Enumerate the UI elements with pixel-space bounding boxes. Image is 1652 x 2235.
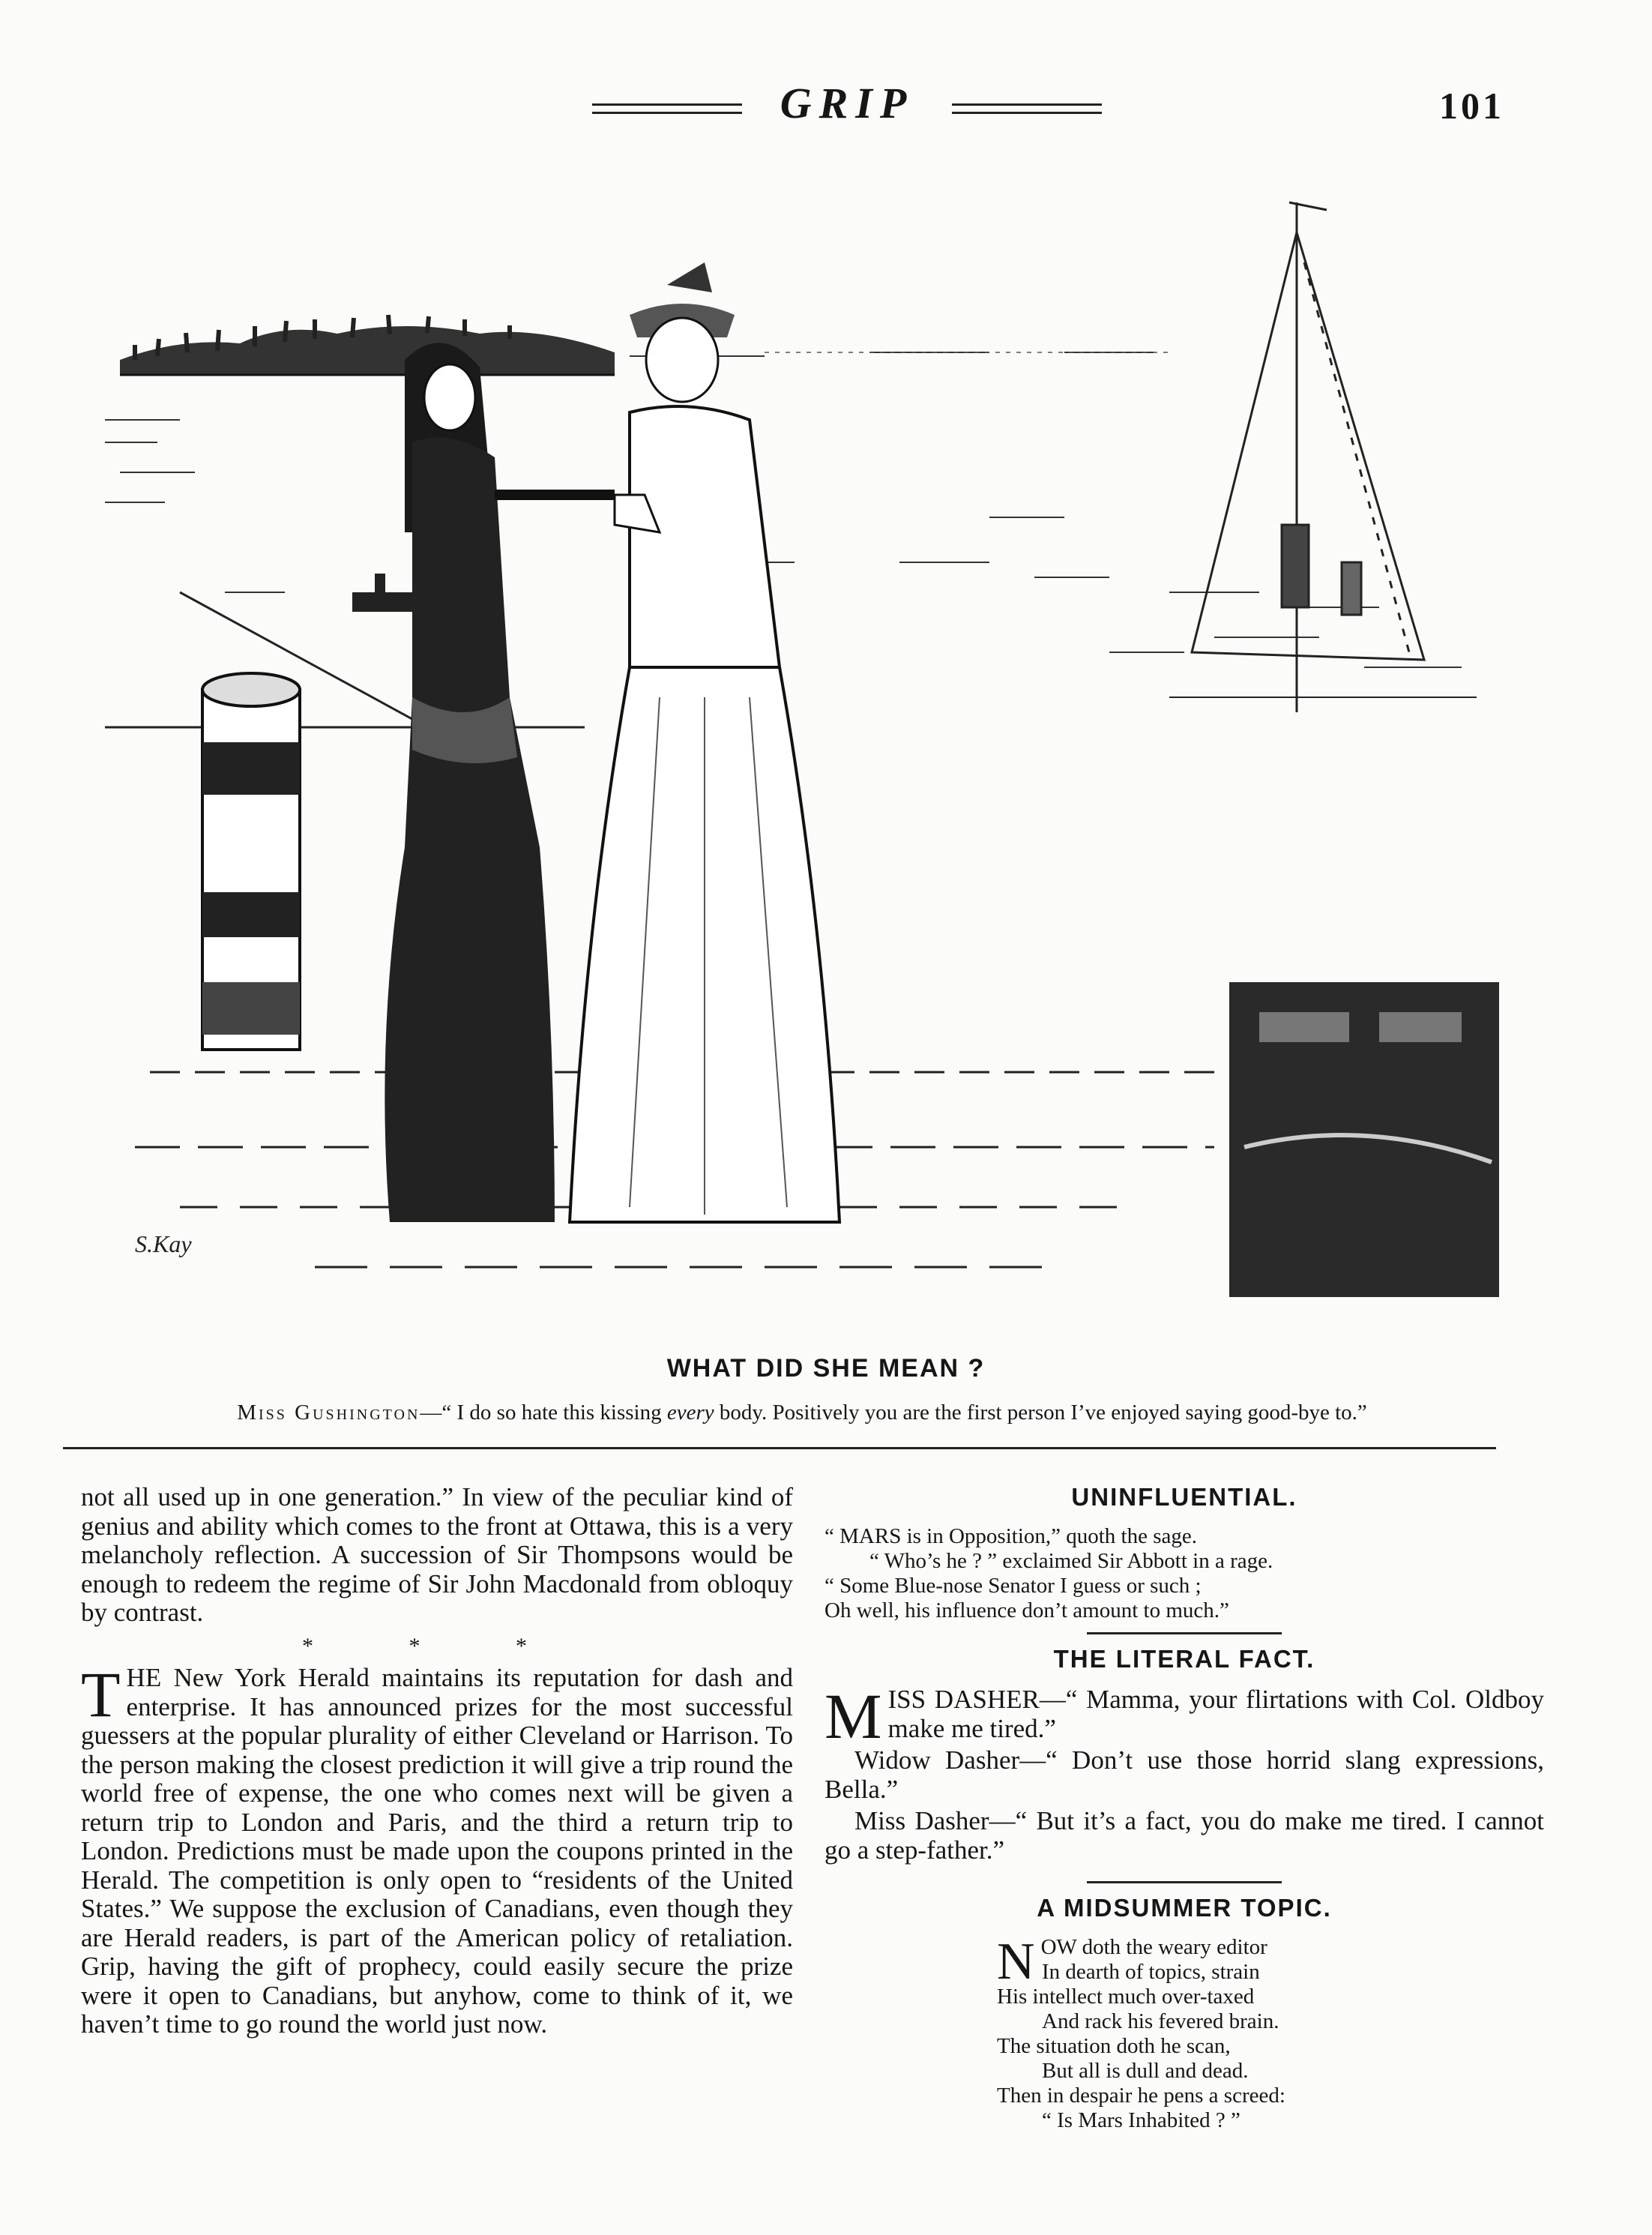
cartoon-caption [90, 1401, 1514, 1425]
cartoon-illustration [90, 172, 1507, 1327]
verse-line: Then in despair he pens a screed: [997, 2083, 1285, 2108]
sailboat [1169, 202, 1477, 712]
drop-cap-t: T [81, 1658, 121, 1730]
drop-cap-m: M [825, 1680, 882, 1752]
midsummer-heading: A MIDSUMMER TOPIC. [1037, 1894, 1332, 1922]
section-stars: * * * [302, 1633, 572, 1658]
verse-line: “ Some Blue-nose Senator I guess or such ; [825, 1573, 1202, 1598]
publication-title: GRIP [780, 79, 914, 127]
verse-line: OW doth the weary editor [1040, 1934, 1267, 1959]
section-rule [1087, 1632, 1282, 1634]
verse-line: “ Who’s he ? ” exclaimed Sir Abbott in a rage. [869, 1548, 1273, 1573]
shoreline-trees [120, 315, 615, 375]
literal-fact-paragraph-3: Miss Dasher—“ But it’s a fact, you do make me tired. I cannot go a step-father.” [825, 1806, 1544, 1865]
page-number: 101 [1439, 85, 1504, 127]
editorial-paragraph-herald [81, 1658, 793, 2039]
literal-fact-paragraph-1 [825, 1680, 1544, 1752]
left-column [81, 1483, 793, 2042]
verse-line: “ Is Mars Inhabited ? ” [1042, 2108, 1240, 2132]
section-rule [1087, 1881, 1282, 1883]
literal-fact-text-1: ISS DASHER—“ Mamma, your flirtations with Col. Oldboy make me tired.” [887, 1685, 1544, 1743]
verse-line: The situation doth he scan, [997, 2033, 1231, 2058]
right-column [825, 1483, 1544, 2133]
caption-text-before: —“ I do so hate this kissing [420, 1401, 667, 1425]
herald-text: HE New York Herald maintains its reputation for dash and enterprise. It has announced prizes for the most successful guessers at the popular plurality of either Cleveland or Harrison. To the person making the closest prediction it will give a trip round the world free of expense, the one who comes next will be given a return trip to London and Paris, and the third a return trip to London. Predictions must be made upon the coupons printed in the Herald. The competition is only open to “residents of the United States.” We suppose the exclusion of Canadians, even though they are Herald readers, is part of the American policy of retaliation. Grip, having the gift of prophecy, could easily secure the prize were it open to Canadians, but anyhow, come to think of it, we haven’t time to go round the world just now. [81, 1663, 793, 2039]
uninfluential-heading: UNINFLUENTIAL. [1071, 1483, 1297, 1511]
masthead-rule-right [952, 103, 1102, 114]
uninfluential-verse [825, 1524, 1544, 1623]
water-lines [105, 352, 1462, 667]
literal-fact-paragraph-2: Widow Dasher—“ Don’t use those horrid slang expressions, Bella.” [825, 1745, 1544, 1804]
caption-speaker: Miss Gushington [237, 1401, 420, 1425]
distant-steamer [352, 574, 420, 612]
woman-in-light-dress [570, 262, 839, 1222]
drop-cap-n: N [997, 1932, 1035, 1991]
caption-separator-rule [63, 1447, 1496, 1449]
masthead [592, 81, 1102, 126]
verse-line: “ MARS is in Opposition,” quoth the sage. [825, 1523, 1198, 1548]
masthead-rule-left [592, 103, 742, 114]
midsummer-verse [997, 1932, 1544, 2133]
right-dock-post [1229, 982, 1499, 1297]
editorial-paragraph-ottawa: not all used up in one generation.” In view of the peculiar kind of genius and ability which comes to the front at Ottawa, this is a very melancholy reflection. A succession of Sir Thompsons would be enough to redeem the regime of Sir John Macdonald from obloquy by contrast. [81, 1482, 793, 1627]
verse-line: His intellect much over-taxed [997, 1984, 1255, 2009]
verse-line: Oh well, his influence don’t amount to much.” [825, 1598, 1229, 1622]
artist-signature: S.Kay [135, 1230, 192, 1257]
verse-line: And rack his fevered brain. [1042, 2009, 1279, 2033]
verse-line: But all is dull and dead. [1042, 2058, 1249, 2083]
left-bollard [202, 673, 300, 1050]
literal-fact-heading: THE LITERAL FACT. [1053, 1644, 1315, 1673]
caption-emphasis: every [666, 1401, 714, 1425]
cartoon-caption-title: WHAT DID SHE MEAN ? [666, 1354, 986, 1383]
verse-line: In dearth of topics, strain [1042, 1959, 1260, 1984]
caption-text-after: body. Positively you are the first person I’ve enjoyed saying good-bye to.” [714, 1401, 1367, 1425]
